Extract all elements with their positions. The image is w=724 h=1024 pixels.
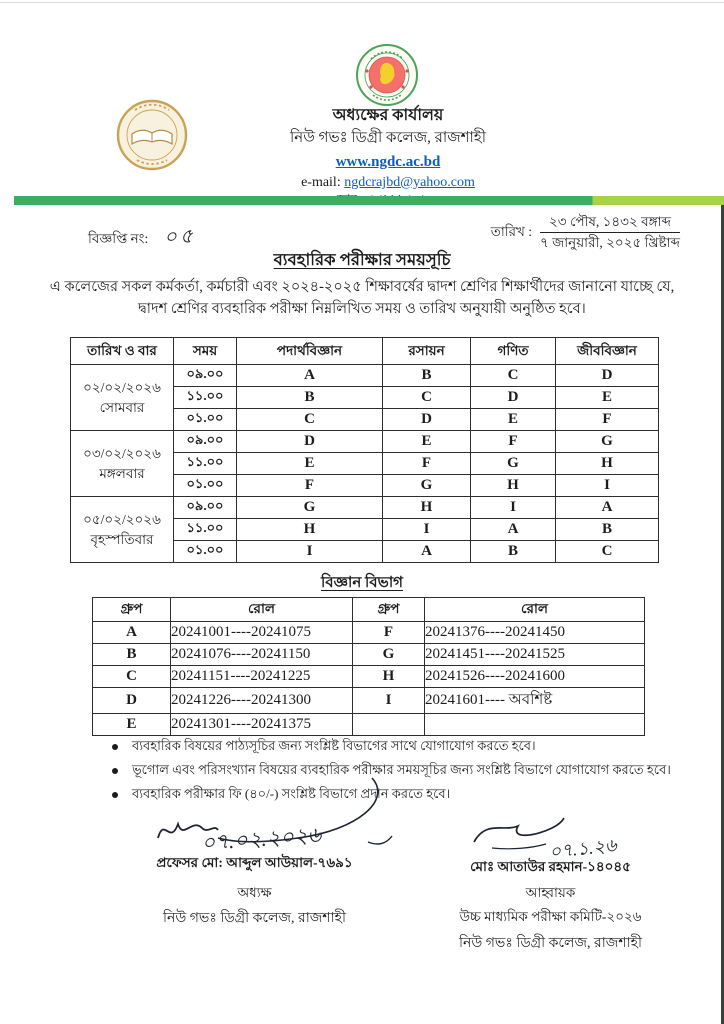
col-header-math: গণিত (471, 338, 556, 365)
group-letter-cell: E (471, 409, 556, 431)
group-letter-cell: D (471, 387, 556, 409)
principal-hand-date: ০৭.০২.২০২৬ (200, 822, 322, 855)
college-name: নিউ গভঃ ডিগ্রী কলেজ, রাজশাহী (289, 130, 487, 146)
college-seal-icon (115, 98, 189, 177)
bullet-icon (112, 744, 118, 750)
col-header-date: তারিখ ও বার (71, 338, 174, 365)
green-divider-bar (14, 196, 724, 205)
convener-org: নিউ গভঃ ডিগ্রী কলেজ, রাজশাহী (458, 935, 642, 951)
bullet-icon (112, 792, 118, 798)
group-letter-cell: E (237, 453, 383, 475)
email-link[interactable]: ngdcrajbd@yahoo.com (344, 174, 475, 190)
group-letter-cell: H (237, 519, 383, 541)
col-header-biology: জীববিজ্ঞান (556, 338, 659, 365)
group-cell: I (353, 688, 425, 714)
col-header-roll: রোল (171, 598, 353, 622)
group-letter-cell: A (556, 497, 659, 519)
group-cell: D (93, 688, 171, 714)
group-letter-cell: A (471, 519, 556, 541)
col-header-physics: পদার্থবিজ্ঞান (237, 338, 383, 365)
group-cell: G (353, 644, 425, 666)
time-cell: ১১.০০ (174, 453, 237, 475)
principal-role: অধ্যক্ষ (237, 884, 272, 900)
convener-name: মোঃ আতাউর রহমান-১৪০৪৫ (470, 859, 631, 874)
group-letter-cell: D (383, 409, 471, 431)
science-row (93, 688, 645, 714)
science-header-row (93, 598, 645, 622)
science-group-roll-table (92, 597, 645, 736)
top-edge-line (0, 2, 724, 3)
group-letter-cell: H (556, 453, 659, 475)
roll-range-cell: 20241151----20241225 (171, 666, 353, 688)
group-letter-cell: I (471, 497, 556, 519)
schedule-row (71, 497, 659, 519)
roll-range-cell: 20241001----20241075 (171, 622, 353, 644)
group-letter-cell: B (556, 519, 659, 541)
roll-range-cell: 20241451----20241525 (425, 644, 645, 666)
time-cell: ১১.০০ (174, 519, 237, 541)
roll-range-cell: 20241076----20241150 (171, 644, 353, 666)
note-item (112, 738, 672, 755)
roll-range-cell: 20241526----20241600 (425, 666, 645, 688)
roll-range-cell: 20241301----20241375 (171, 714, 353, 736)
time-cell: ০৯.০০ (174, 365, 237, 387)
office-name: অধ্যক্ষের কার্যালয় (332, 107, 444, 124)
group-letter-cell: H (383, 497, 471, 519)
group-letter-cell: I (556, 475, 659, 497)
group-letter-cell: D (556, 365, 659, 387)
principal-signature-block (122, 854, 387, 928)
exam-schedule-table (70, 337, 659, 563)
group-letter-cell: E (556, 387, 659, 409)
document-title: ব্যবহারিক পরীক্ষার সময়সূচি (273, 250, 451, 269)
roll-range-cell (425, 714, 645, 736)
letterhead (188, 106, 588, 207)
time-cell: ০১.০০ (174, 409, 237, 431)
group-letter-cell: C (471, 365, 556, 387)
email-label: e-mail: (301, 174, 345, 190)
col-header-chemistry: রসায়ন (383, 338, 471, 365)
note-text: ভূগোল এবং পরিসংখ্যান বিষয়ের ব্যবহারিক পরীক্ষার সময়সূচির জন্য সংশ্লিষ্ট বিভাগে যোগাযোগ করতে হবে। (132, 761, 671, 777)
website-link[interactable]: www.ngdc.ac.bd (335, 153, 441, 170)
science-row (93, 666, 645, 688)
schedule-row (71, 431, 659, 453)
convener-signature-block (428, 858, 673, 953)
principal-org: নিউ গভঃ ডিগ্রী কলেজ, রাজশাহী (162, 911, 346, 927)
group-letter-cell: H (471, 475, 556, 497)
group-cell: A (93, 622, 171, 644)
note-text: ব্যবহারিক পরীক্ষার ফি (৪০/-) সংশ্লিষ্ট বিভাগে প্রদান করতে হবে। (132, 785, 451, 801)
group-letter-cell: F (556, 409, 659, 431)
group-letter-cell: B (383, 365, 471, 387)
note-text: ব্যবহারিক বিষয়ের পাঠ্যসূচির জন্য সংশ্লিষ্ট বিভাগের সাথে যোগাযোগ করতে হবে। (132, 738, 536, 753)
group-letter-cell: F (471, 431, 556, 453)
notice-number-handwritten: ০৫ (163, 225, 197, 249)
col-header-roll: রোল (425, 598, 645, 622)
convener-role: আহ্বায়ক (525, 884, 576, 900)
group-letter-cell: C (556, 541, 659, 563)
convener-hand-date: ০৭.১.২৬ (548, 835, 618, 862)
col-header-group: গ্রুপ (93, 598, 171, 622)
group-letter-cell: G (556, 431, 659, 453)
group-cell (353, 714, 425, 736)
roll-range-cell: 20241226----20241300 (171, 688, 353, 714)
group-cell: H (353, 666, 425, 688)
group-cell: B (93, 644, 171, 666)
group-letter-cell: E (383, 431, 471, 453)
time-cell: ০১.০০ (174, 541, 237, 563)
group-letter-cell: B (471, 541, 556, 563)
date-cell: ০৫/০২/২০২৬ বৃহস্পতিবার (71, 497, 174, 563)
group-letter-cell: G (383, 475, 471, 497)
group-letter-cell: F (383, 453, 471, 475)
principal-signature (140, 772, 410, 858)
roll-range-cell: 20241376----20241450 (425, 622, 645, 644)
science-row (93, 714, 645, 736)
time-cell: ০১.০০ (174, 475, 237, 497)
group-letter-cell: A (383, 541, 471, 563)
date-bangla-calendar: ২৩ পৌষ, ১৪৩২ বঙ্গাব্দ (540, 213, 680, 233)
notice-number-label: বিজ্ঞপ্তি নং: (88, 231, 149, 246)
roll-range-cell: 20241601---- অবশিষ্ট (425, 688, 645, 714)
bangladesh-govt-seal-icon (355, 43, 419, 112)
group-letter-cell: G (471, 453, 556, 475)
bullet-icon (112, 768, 118, 774)
group-letter-cell: F (237, 475, 383, 497)
convener-committee: উচ্চ মাধ্যমিক পরীক্ষা কমিটি-২০২৬ (459, 909, 642, 925)
date-gregorian-calendar: ৭ জানুয়ারী, ২০২৫ খ্রিষ্টাব্দ (540, 235, 680, 251)
col-header-time: সময় (174, 338, 237, 365)
time-cell: ১১.০০ (174, 387, 237, 409)
schedule-header-row (71, 338, 659, 365)
principal-name: প্রফেসর মো: আব্দুল আউয়াল-৭৬৯১ (156, 855, 353, 870)
group-cell: C (93, 666, 171, 688)
science-section-title: বিজ্ঞান বিভাগ (320, 575, 404, 591)
col-header-group: গ্রুপ (353, 598, 425, 622)
group-letter-cell: G (237, 497, 383, 519)
date-cell: ০৩/০২/২০২৬ মঙ্গলবার (71, 431, 174, 497)
science-row (93, 644, 645, 666)
science-row (93, 622, 645, 644)
time-cell: ০৯.০০ (174, 431, 237, 453)
schedule-row (71, 365, 659, 387)
group-letter-cell: A (237, 365, 383, 387)
group-letter-cell: B (237, 387, 383, 409)
email-line (188, 174, 588, 192)
group-letter-cell: I (383, 519, 471, 541)
group-letter-cell: C (383, 387, 471, 409)
group-letter-cell: C (237, 409, 383, 431)
group-cell: F (353, 622, 425, 644)
intro-paragraph: এ কলেজের সকল কর্মকর্তা, কর্মচারী এবং ২০২৪-২০২৫ শিক্ষাবর্ষের দ্বাদশ শ্রেণির শিক্ষার্থীদের জানানো যাচ্ছে যে, দ্বাদশ শ্রেণির ব্যবহারিক পরীক্ষা নিম্নলিখিত সময় ও তারিখ অনুযায়ী অনুষ্ঠিত হবে। (49, 279, 675, 318)
group-letter-cell: D (237, 431, 383, 453)
group-cell: E (93, 714, 171, 736)
date-label: তারিখ : (490, 224, 533, 240)
date-cell: ০২/০২/২০২৬ সোমবার (71, 365, 174, 431)
group-letter-cell: I (237, 541, 383, 563)
time-cell: ০৯.০০ (174, 497, 237, 519)
